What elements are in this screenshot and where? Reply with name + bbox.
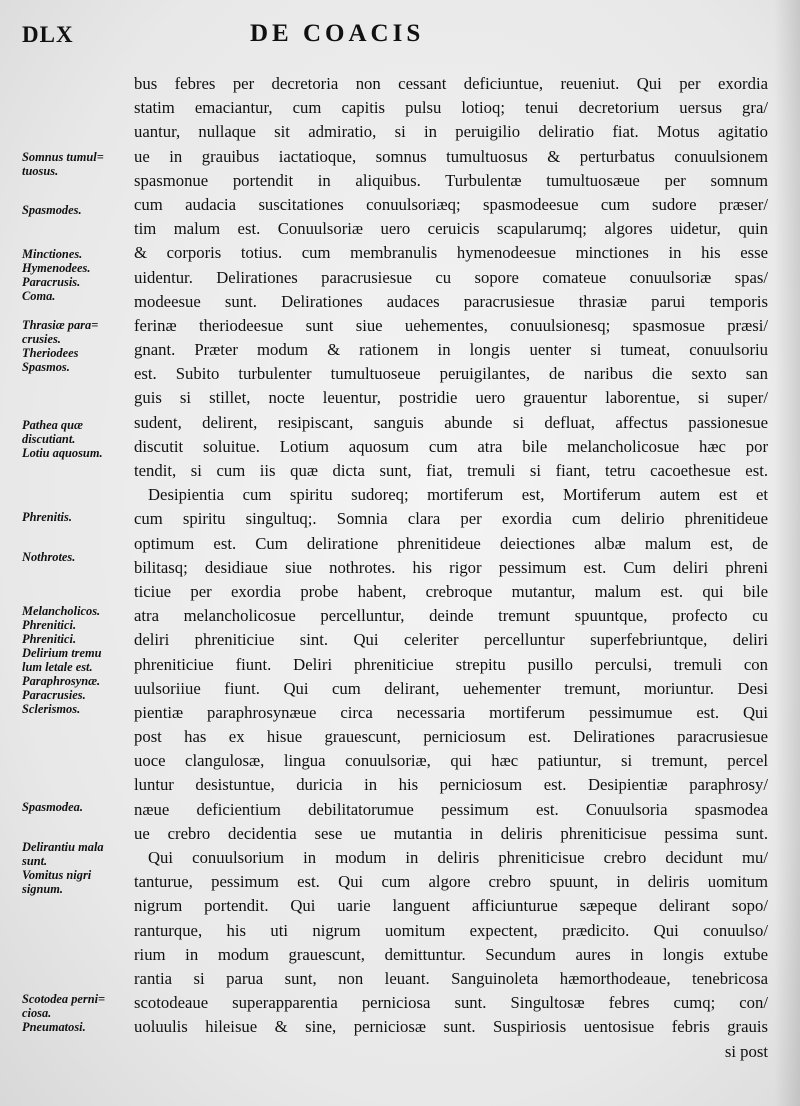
text-line: & corporis totius. cum membranulis hymenodeesue minctiones in his esse (134, 243, 768, 263)
text-line: pientiæ paraphrosynæue circa necessaria mortiferum pessimumue est. Qui (134, 702, 768, 722)
text-line: atra melancholicosue percelluntur, deinde tremunt spuuntque, profecto cu (134, 606, 768, 626)
text-line: rantia si parua sunt, non leuant. Sanguinoleta hæmorthodeaue, tenebricosa (134, 968, 768, 988)
text-line: modeesue sunt. Delirationes audaces paracrusiesue thrasiæ parui temporis (134, 291, 768, 311)
text-line: ue in grauibus iactatioque, somnus tumultuosus & perturbatus conuulsionem (134, 146, 768, 166)
text-line: post has ex hisue grauescunt, perniciosum est. Delirationes paracrusiesue (134, 727, 768, 747)
running-head-text: DE COACIS (250, 20, 425, 47)
text-line: sudent, delirent, resipiscant, sanguis abunde si defluat, affectus passionesue (134, 412, 768, 432)
main-text-block (134, 72, 768, 1064)
text-line: uoluulis hileisue & sine, perniciosæ sunt. Suspiriosis uentosisue febris grauis (134, 1017, 768, 1037)
text-line: est. Subito turbulenter tumultuoseue peruigilantes, de naribus die sexto san (134, 364, 768, 384)
text-line: ue crebro decidentia sese ue mutantia in deliris phreniticisue pessima sunt. (134, 823, 768, 843)
text-line: phreniticiue fiunt. Deliri phreniticiue strepitu pusillo perculsi, tremuli con (134, 654, 768, 674)
text-line: tim malum est. Conuulsoriæ uero ceruicis scapularumq; algores uidetur, quin (134, 219, 768, 239)
text-line: cum spiritu singultuq;. Somnia clara per exordia cum delirio phrenitideue (134, 509, 768, 529)
text-line: uantur, nullaque sit admiratio, si in peruigilio deliratio fiat. Motus agitatio (134, 122, 768, 142)
margin-note: Spasmodea. (22, 800, 83, 814)
folio-number: DLX (22, 22, 74, 47)
text-line: tanturue, pessimum est. Qui cum algore crebro spuunt, in deliris uomitum (134, 872, 768, 892)
text-line: statim emaciantur, cum capitis pulsu lotioq; tenui decretorium uersus gra/ (134, 98, 768, 118)
text-line: uulsoriiue fiunt. Qui cum delirant, uehementer tremunt, moriuntur. Desi (134, 678, 768, 698)
text-line: ranturque, his uti nigrum uomitum expectent, prædicito. Qui conuulso/ (134, 920, 768, 940)
text-line: Desipientia cum spiritu sudoreq; mortiferum est, Mortiferum autem est et (148, 485, 768, 505)
text-line: scotodeaue superapparentia perniciosa sunt. Singultosæ febres cumq; con/ (134, 993, 768, 1013)
text-line: nigrum portendit. Qui uarie languent afficiunturue sæpeque delirant sopo/ (134, 896, 768, 916)
page-edge-shadow (774, 0, 800, 1106)
text-line: bus febres per decretoria non cessant deficiuntue, reueniut. Qui per exordia (134, 74, 768, 93)
text-line: discutit soluitue. Lotium aquosum cum atra bile melancholicosue hæc por (134, 436, 768, 456)
text-line: ticiue per exordia probe habent, crebroque mutantur, malum est. qui bile (134, 581, 768, 601)
text-line: rium in modum grauescunt, demittuntur. Secundum aures in longis extube (134, 944, 768, 964)
text-line: uoce clangulosæ, lingua conuulsoriæ, qui hæc patiuntur, si tremunt, percel (134, 751, 768, 771)
text-line: luntur desistuntue, duricia in his perniciosum est. Desipientiæ paraphrosy/ (134, 775, 768, 795)
margin-note: Somnus tumul= tuosus. (22, 150, 104, 178)
margin-note: Spasmodes. (22, 203, 82, 217)
text-line: Qui conuulsorium in modum in deliris phreniticisue crebro decidunt mu/ (148, 848, 768, 867)
margin-note: Pathea quæ discutiant. Lotiu aquosum. (22, 418, 103, 460)
text-line: si post (724, 1041, 768, 1061)
margin-note: Melancholicos. Phrenitici. Phrenitici. Delirium tremu lum letale est. Paraphrosynæ. Paracrusies. Sclerismos. (22, 604, 102, 716)
text-line: guis si stillet, nocte leuentur, postridie uero grauentur laborentue, si super/ (134, 388, 768, 408)
margin-note: Scotodea perni= ciosa. Pneumatosi. (22, 992, 106, 1034)
text-line: cum audacia suscitationes conuulsoriæq; spasmodeesue cum sudore præser/ (134, 194, 768, 214)
text-line: næue deficientium debilitatorumue pessimum est. Conuulsoria spasmodea (134, 799, 768, 819)
text-line: spasmonue portendit in aliquibus. Turbulentæ tumultuosæue per somnum (134, 170, 768, 190)
text-line: uidentur. Delirationes paracrusiesue cu sopore comateue conuulsoriæ spas/ (134, 267, 768, 287)
text-line: gnant. Præter modum & rationem in longis uenter si tumeat, conuulsoriu (134, 340, 768, 360)
text-line: deliri phreniticiue sint. Qui celeriter percelluntur superfebriuntque, deliri (134, 630, 768, 650)
text-line: ferinæ theriodeesue sunt siue uehementes, conuulsionesq; spasmosue præsi/ (134, 315, 768, 335)
running-head (250, 20, 670, 48)
margin-note: Nothrotes. (22, 550, 76, 564)
margin-note: Minctiones. Hymenodees. Paracrusis. Coma. (22, 247, 91, 303)
text-line: tendit, si cum iis quæ dicta sunt, fiat, tremuli si fiant, tetru cacoethesue est. (134, 461, 768, 480)
text-line: bilitasq; desidiaue siue nothrotes. his rigor pessimum est. Cum deliri phreni (134, 557, 768, 577)
margin-note: Delirantiu mala sunt. Vomitus nigri signum. (22, 840, 104, 896)
margin-note: Phrenitis. (22, 510, 72, 524)
margin-note: Thrasiæ para= crusies. Theriodees Spasmos. (22, 318, 99, 374)
text-line: optimum est. Cum deliratione phrenitideue deiectiones albæ malum est, de (134, 533, 768, 553)
